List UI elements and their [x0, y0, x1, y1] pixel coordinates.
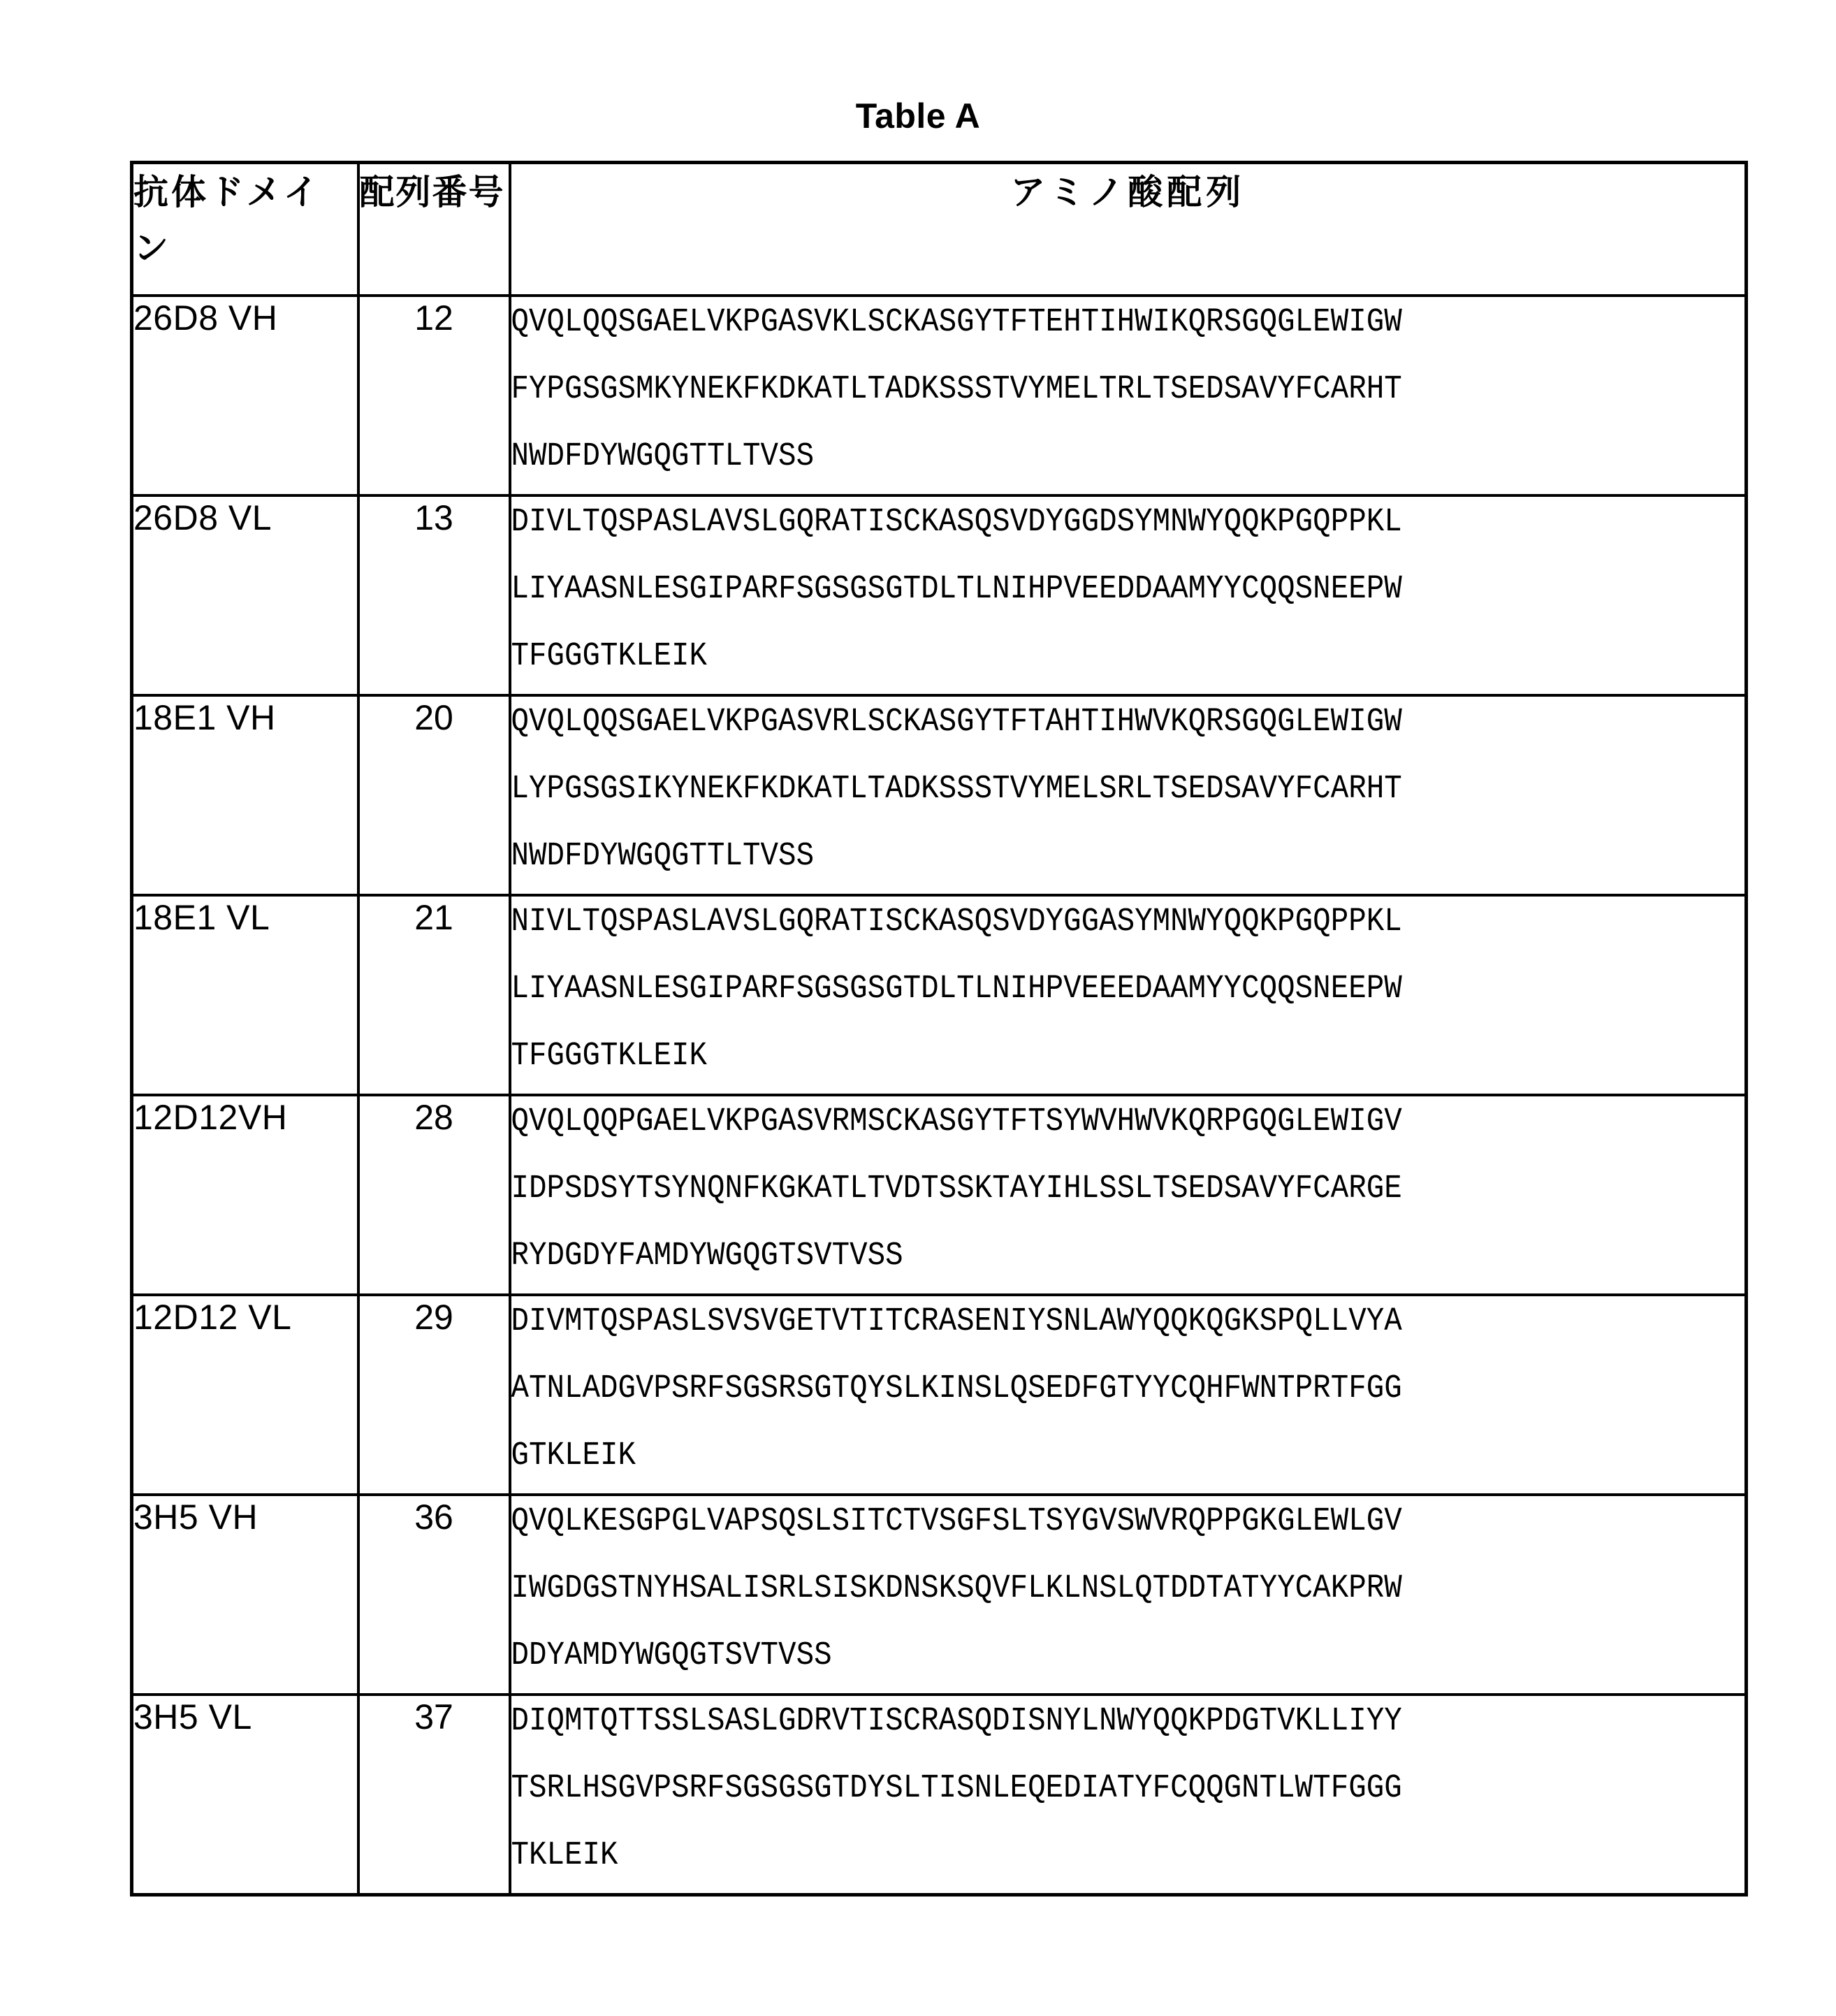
sequence-line: GTKLEIK — [511, 1436, 636, 1474]
sequence-line: ATNLADGVPSRFSGSRSGTQYSLKINSLQSEDFGTYYCQHFWNTPRTFGG — [511, 1369, 1402, 1407]
sequence-line: RYDGDYFAMDYWGQGTSVTVSS — [511, 1236, 903, 1275]
header-antibody-domain: 抗体ドメイン — [132, 163, 358, 296]
sequence-line: LYPGSGSIKYNEKFKDKATLTADKSSSTVYMELSRLTSEDSAVYFCARHT — [511, 769, 1402, 808]
sequence-cell — [510, 1695, 1747, 1895]
sequence-line: TSRLHSGVPSRFSGSGSGTDYSLTISNLEQEDIATYFCQQGNTLWTFGGG — [511, 1769, 1402, 1807]
sequence-line: NIVLTQSPASLAVSLGQRATISCKASQSVDYGGASYMNWYQQKPGQPPKL — [511, 902, 1402, 941]
seq-number-cell: 28 — [358, 1095, 510, 1295]
seq-number-cell: 36 — [358, 1495, 510, 1695]
sequence-line: DIVMTQSPASLSVSVGETVTITCRASENIYSNLAWYQQKQGKSPQLLVYA — [511, 1302, 1402, 1340]
domain-cell: 3H5 VH — [132, 1495, 358, 1695]
seq-number-cell: 37 — [358, 1695, 510, 1895]
sequence-line: FYPGSGSMKYNEKFKDKATLTADKSSSTVYMELTRLTSEDSAVYFCARHT — [511, 370, 1402, 408]
sequence-cell — [510, 1495, 1747, 1695]
domain-cell: 12D12VH — [132, 1095, 358, 1295]
table-row — [132, 1695, 1747, 1895]
seq-number-cell: 13 — [358, 495, 510, 695]
sequence-line: QVQLKESGPGLVAPSQSLSITCTVSGFSLTSYGVSWVRQPPGKGLEWLGV — [511, 1502, 1402, 1540]
sequence-cell — [510, 1295, 1747, 1495]
table-row — [132, 1095, 1747, 1295]
table-row — [132, 495, 1747, 695]
sequence-line: NWDFDYWGQGTTLTVSS — [511, 836, 815, 875]
sequence-cell — [510, 495, 1747, 695]
seq-number-cell: 12 — [358, 296, 510, 495]
sequence-cell — [510, 296, 1747, 495]
table-row — [132, 1295, 1747, 1495]
sequence-line: LIYAASNLESGIPARFSGSGSGTDLTLNIHPVEEDDAAMYYCQQSNEEPW — [511, 570, 1402, 608]
sequence-table — [130, 161, 1748, 1897]
sequence-line: IDPSDSYTSYNQNFKGKATLTVDTSSKTAYIHLSSLTSEDSAVYFCARGE — [511, 1169, 1402, 1208]
seq-number-cell: 20 — [358, 695, 510, 895]
seq-number-cell: 21 — [358, 895, 510, 1095]
table-header-row — [132, 163, 1747, 296]
table-row — [132, 695, 1747, 895]
sequence-line: DIQMTQTTSSLSASLGDRVTISCRASQDISNYLNWYQQKPDGTVKLLIYY — [511, 1702, 1402, 1740]
sequence-cell — [510, 895, 1747, 1095]
sequence-cell — [510, 1095, 1747, 1295]
domain-cell: 26D8 VH — [132, 296, 358, 495]
sequence-line: QVQLQQSGAELVKPGASVRLSCKASGYTFTAHTIHWVKQRSGQGLEWIGW — [511, 702, 1402, 741]
sequence-cell — [510, 695, 1747, 895]
domain-cell: 18E1 VH — [132, 695, 358, 895]
sequence-line: TFGGGTKLEIK — [511, 637, 708, 675]
table-row — [132, 1495, 1747, 1695]
sequence-line: QVQLQQSGAELVKPGASVKLSCKASGYTFTEHTIHWIKQRSGQGLEWIGW — [511, 303, 1402, 341]
domain-cell: 3H5 VL — [132, 1695, 358, 1895]
sequence-line: TFGGGTKLEIK — [511, 1036, 708, 1075]
sequence-line: DDYAMDYWGQGTSVTVSS — [511, 1636, 832, 1674]
sequence-line: LIYAASNLESGIPARFSGSGSGTDLTLNIHPVEEEDAAMYYCQQSNEEPW — [511, 969, 1402, 1008]
table-row — [132, 895, 1747, 1095]
sequence-line: DIVLTQSPASLAVSLGQRATISCKASQSVDYGGDSYMNWYQQKPGQPPKL — [511, 502, 1402, 541]
domain-cell: 26D8 VL — [132, 495, 358, 695]
table-title: Table A — [855, 96, 981, 136]
domain-cell: 12D12 VL — [132, 1295, 358, 1495]
sequence-line: QVQLQQPGAELVKPGASVRMSCKASGYTFTSYWVHWVKQRPGQGLEWIGV — [511, 1102, 1402, 1140]
seq-number-cell: 29 — [358, 1295, 510, 1495]
table-row — [132, 296, 1747, 495]
header-amino-acid-sequence: アミノ酸配列 — [510, 163, 1747, 296]
sequence-line: IWGDGSTNYHSALISRLSISKDNSKSQVFLKLNSLQTDDTATYYCAKPRW — [511, 1569, 1402, 1607]
domain-cell: 18E1 VL — [132, 895, 358, 1095]
sequence-line: NWDFDYWGQGTTLTVSS — [511, 437, 815, 475]
header-seq-id-number: 配列番号 — [358, 163, 510, 296]
sequence-line: TKLEIK — [511, 1836, 618, 1874]
